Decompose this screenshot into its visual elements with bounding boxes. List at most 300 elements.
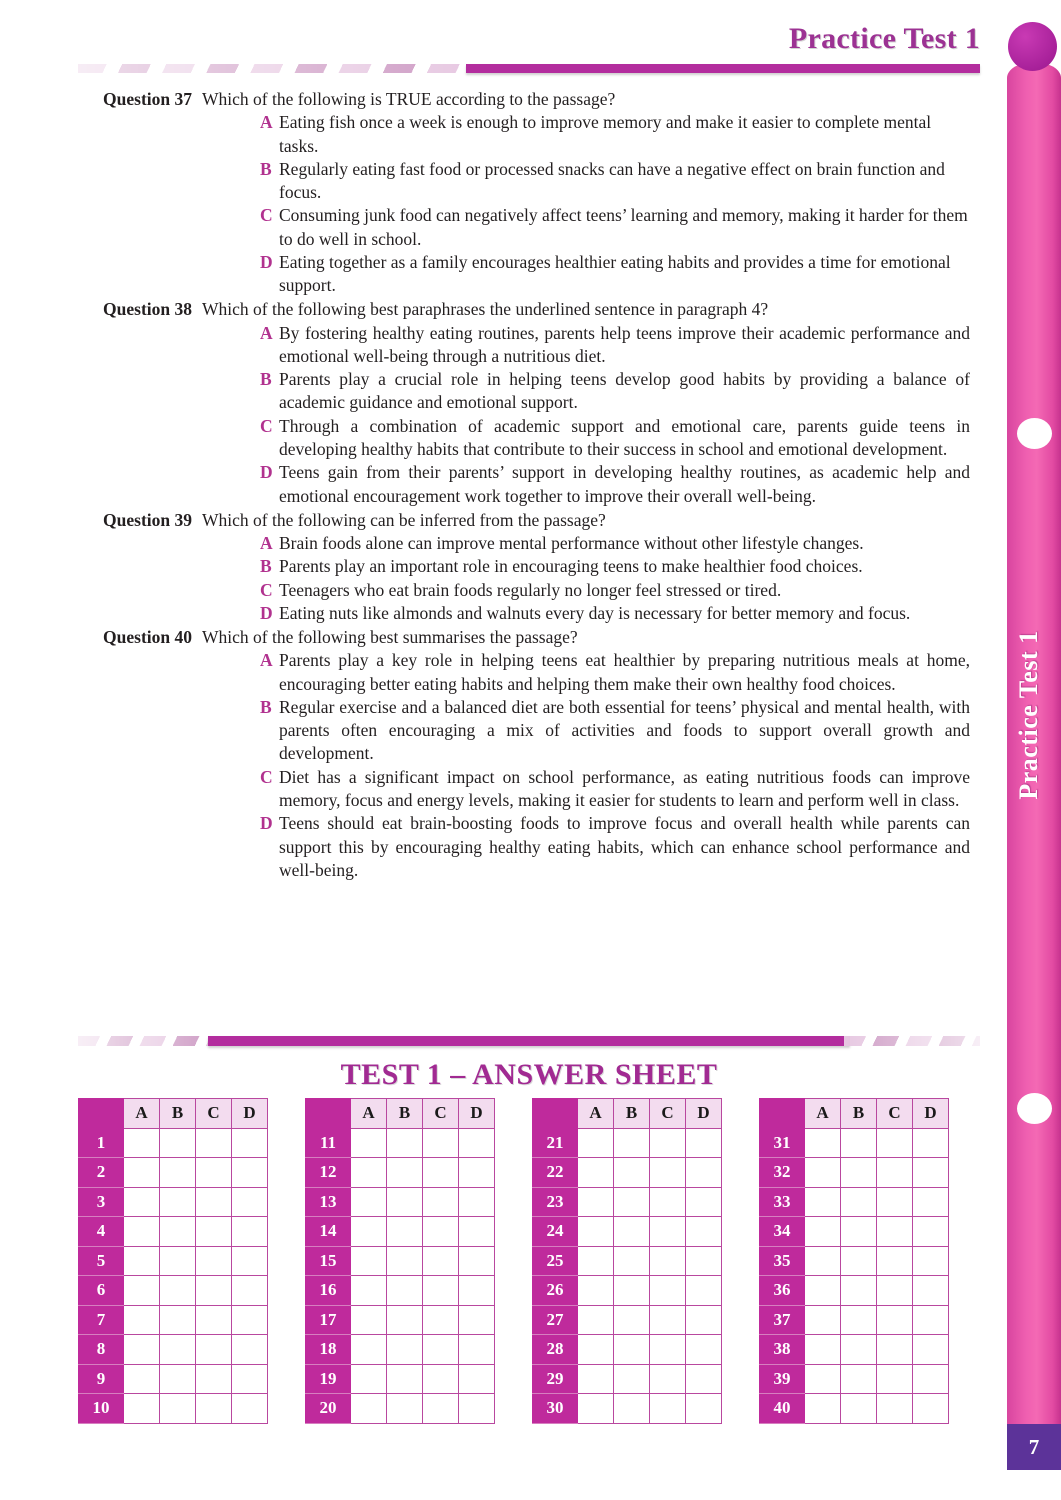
answer-grid-bubble-cell[interactable]	[877, 1217, 913, 1247]
answer-grid-bubble-cell[interactable]	[423, 1276, 459, 1306]
answer-grid-bubble-cell[interactable]	[686, 1246, 722, 1276]
answer-grid-question-number: 8	[79, 1335, 124, 1365]
answer-grid-bubble-cell[interactable]	[877, 1276, 913, 1306]
header-rule-stripes	[78, 64, 470, 73]
answer-grid-bubble-cell[interactable]	[196, 1246, 232, 1276]
answer-grid-question-number: 10	[79, 1394, 124, 1424]
answer-grid-bubble-cell[interactable]	[387, 1187, 423, 1217]
answer-grid-bubble-cell[interactable]	[160, 1276, 196, 1306]
answer-grid-bubble-cell[interactable]	[196, 1217, 232, 1247]
answer-grid-bubble-cell[interactable]	[459, 1305, 495, 1335]
answer-grid-bubble-cell[interactable]	[423, 1128, 459, 1158]
answer-grid	[305, 1098, 495, 1424]
answer-grid-bubble-cell[interactable]	[805, 1246, 841, 1276]
answer-grid-bubble-cell[interactable]	[841, 1394, 877, 1424]
answer-grid-column-header: B	[841, 1099, 877, 1129]
answer-grid-bubble-cell[interactable]	[650, 1364, 686, 1394]
answer-grid-bubble-cell[interactable]	[686, 1187, 722, 1217]
answer-grid-bubble-cell[interactable]	[578, 1187, 614, 1217]
answer-grid-row	[533, 1217, 722, 1247]
answer-grid-question-number: 30	[533, 1394, 578, 1424]
question-stem: Which of the following best paraphrases the underlined sentence in paragraph 4?	[202, 299, 769, 320]
option-text: Teens gain from their parents’ support in developing healthy routines, as academic help and emotional encouragement work together to improve their overall well-being.	[279, 462, 970, 506]
answer-grid-question-number: 34	[760, 1217, 805, 1247]
question-header-row	[70, 88, 970, 111]
answer-grid-row	[79, 1217, 268, 1247]
answer-grid-corner	[79, 1099, 124, 1129]
answer-grid-bubble-cell[interactable]	[160, 1217, 196, 1247]
answer-grid-bubble-cell[interactable]	[614, 1364, 650, 1394]
answer-grid-bubble-cell[interactable]	[387, 1276, 423, 1306]
answer-grid-bubble-cell[interactable]	[686, 1335, 722, 1365]
answer-grid-bubble-cell[interactable]	[578, 1364, 614, 1394]
answer-grid-bubble-cell[interactable]	[686, 1364, 722, 1394]
answer-grid-bubble-cell[interactable]	[232, 1217, 268, 1247]
answer-grid-question-number: 32	[760, 1158, 805, 1188]
answer-grid-bubble-cell[interactable]	[614, 1335, 650, 1365]
answer-grid-question-number: 5	[79, 1246, 124, 1276]
answer-grid-bubble-cell[interactable]	[423, 1246, 459, 1276]
answer-grid-question-number: 25	[533, 1246, 578, 1276]
option-letter: A	[260, 650, 273, 671]
answer-grid-bubble-cell[interactable]	[913, 1187, 949, 1217]
option-letter: C	[260, 766, 273, 787]
answer-grid-row	[79, 1394, 268, 1424]
answer-grid-bubble-cell[interactable]	[124, 1335, 160, 1365]
answer-grid-bubble-cell[interactable]	[841, 1158, 877, 1188]
question-header-row	[70, 298, 970, 321]
answer-grid-question-number: 18	[306, 1335, 351, 1365]
answer-grid-header-row	[533, 1099, 722, 1129]
option-letter: D	[260, 251, 273, 272]
answer-grid-bubble-cell[interactable]	[124, 1364, 160, 1394]
answer-grid-row	[533, 1246, 722, 1276]
answer-grid	[78, 1098, 268, 1424]
answer-grid-row	[306, 1335, 495, 1365]
answer-option[interactable]	[70, 812, 970, 882]
answer-grid-bubble-cell[interactable]	[805, 1364, 841, 1394]
option-letter: A	[260, 112, 273, 133]
answer-grid-bubble-cell[interactable]	[351, 1305, 387, 1335]
answer-option[interactable]	[70, 251, 970, 298]
answer-grid-question-number: 15	[306, 1246, 351, 1276]
answer-grid-bubble-cell[interactable]	[877, 1305, 913, 1335]
answer-grid-bubble-cell[interactable]	[160, 1394, 196, 1424]
answer-grid-bubble-cell[interactable]	[650, 1335, 686, 1365]
answer-grid-column-header: B	[160, 1099, 196, 1129]
answer-grid-bubble-cell[interactable]	[578, 1128, 614, 1158]
option-letter: D	[260, 462, 273, 483]
header-rule-solid	[466, 64, 980, 73]
answer-grid-column-header: A	[124, 1099, 160, 1129]
answer-grid-bubble-cell[interactable]	[650, 1394, 686, 1424]
option-text: Parents play an important role in encouraging teens to make healthier food choices.	[279, 556, 863, 577]
answer-grid-bubble-cell[interactable]	[841, 1305, 877, 1335]
option-text: Through a combination of academic support and emotional care, parents guide teens in developing healthy habits that contribute to their success in school and emotional development.	[279, 415, 970, 459]
question-header-row	[70, 509, 970, 532]
answer-grid-bubble-cell[interactable]	[877, 1158, 913, 1188]
question-label: Question 37	[103, 89, 192, 109]
answer-grid-question-number: 12	[306, 1158, 351, 1188]
answer-grid-bubble-cell[interactable]	[459, 1217, 495, 1247]
answer-grid-bubble-cell[interactable]	[232, 1305, 268, 1335]
page-header	[78, 22, 980, 72]
answer-grid-bubble-cell[interactable]	[423, 1335, 459, 1365]
answer-option[interactable]	[70, 368, 970, 415]
answer-grid-bubble-cell[interactable]	[160, 1128, 196, 1158]
answer-grid-row	[760, 1158, 949, 1188]
answer-option[interactable]	[70, 415, 970, 462]
answer-grid-bubble-cell[interactable]	[387, 1158, 423, 1188]
answer-grid-bubble-cell[interactable]	[387, 1128, 423, 1158]
answer-grid-bubble-cell[interactable]	[578, 1276, 614, 1306]
answer-grid-question-number: 38	[760, 1335, 805, 1365]
answer-grid-bubble-cell[interactable]	[351, 1335, 387, 1365]
answer-grid-question-number: 20	[306, 1394, 351, 1424]
answer-grid-column-header: D	[232, 1099, 268, 1129]
answer-grid-bubble-cell[interactable]	[459, 1128, 495, 1158]
answer-grid-bubble-cell[interactable]	[913, 1364, 949, 1394]
answer-grid-bubble-cell[interactable]	[459, 1246, 495, 1276]
answer-grid-bubble-cell[interactable]	[423, 1217, 459, 1247]
question-block	[70, 509, 970, 625]
answer-grid-bubble-cell[interactable]	[232, 1128, 268, 1158]
answer-option[interactable]	[70, 649, 970, 696]
option-text: Regular exercise and a balanced diet are both essential for teens’ physical and mental health, with parents often encouraging a mix of activities and foods to support overall growth and development.	[279, 696, 970, 764]
answer-grid-bubble-cell[interactable]	[805, 1158, 841, 1188]
answer-grid-row	[79, 1246, 268, 1276]
option-text: Diet has a significant impact on school performance, as eating nutritious foods can improve memory, focus and energy levels, making it easier for students to learn and perform well in class.	[279, 766, 970, 810]
answer-grid-bubble-cell[interactable]	[686, 1217, 722, 1247]
answer-grid-question-number: 17	[306, 1305, 351, 1335]
answer-grid-column-header: B	[387, 1099, 423, 1129]
answer-grid-bubble-cell[interactable]	[578, 1394, 614, 1424]
answer-grid-row	[760, 1187, 949, 1217]
answer-grid-bubble-cell[interactable]	[351, 1246, 387, 1276]
option-text: Parents play a crucial role in helping teens develop good habits by providing a balance of academic guidance and emotional support.	[279, 369, 970, 413]
answer-grid-bubble-cell[interactable]	[196, 1394, 232, 1424]
answer-grid-row	[533, 1394, 722, 1424]
answer-option[interactable]	[70, 461, 970, 508]
answer-grid-question-number: 29	[533, 1364, 578, 1394]
answer-grid-question-number: 21	[533, 1128, 578, 1158]
answer-grid-bubble-cell[interactable]	[160, 1335, 196, 1365]
answer-grid-bubble-cell[interactable]	[578, 1305, 614, 1335]
answer-grid-bubble-cell[interactable]	[387, 1217, 423, 1247]
answer-grid-bubble-cell[interactable]	[913, 1305, 949, 1335]
answer-grid-bubble-cell[interactable]	[459, 1335, 495, 1365]
answer-option[interactable]	[70, 602, 970, 625]
answer-grid-bubble-cell[interactable]	[650, 1158, 686, 1188]
option-text: Parents play a key role in helping teens eat healthier by preparing nutritious meals at home, encouraging better eating habits and helping them make their own healthy food choices.	[279, 650, 970, 694]
answer-grid-bubble-cell[interactable]	[686, 1276, 722, 1306]
answer-grid-bubble-cell[interactable]	[614, 1158, 650, 1188]
answer-grid-bubble-cell[interactable]	[877, 1364, 913, 1394]
answer-grid-row	[306, 1276, 495, 1306]
answer-grid-question-number: 24	[533, 1217, 578, 1247]
answer-grid-bubble-cell[interactable]	[650, 1276, 686, 1306]
answer-grid-bubble-cell[interactable]	[913, 1246, 949, 1276]
answer-grid-row	[306, 1217, 495, 1247]
answer-grid-corner	[533, 1099, 578, 1129]
answer-grid-bubble-cell[interactable]	[124, 1217, 160, 1247]
answer-grid-question-number: 13	[306, 1187, 351, 1217]
option-text: Eating fish once a week is enough to improve memory and make it easier to complete mental tasks.	[279, 112, 932, 156]
answer-grid-bubble-cell[interactable]	[614, 1305, 650, 1335]
answer-grid-row	[533, 1187, 722, 1217]
answer-grid-question-number: 14	[306, 1217, 351, 1247]
question-stem: Which of the following best summarises the passage?	[202, 627, 578, 648]
answer-grid-bubble-cell[interactable]	[124, 1187, 160, 1217]
answer-option[interactable]	[70, 111, 970, 158]
answer-grid-bubble-cell[interactable]	[913, 1335, 949, 1365]
answer-grid-bubble-cell[interactable]	[232, 1335, 268, 1365]
answer-grid-bubble-cell[interactable]	[841, 1335, 877, 1365]
answer-sheet-title: TEST 1 – ANSWER SHEET	[340, 1058, 718, 1091]
answer-grid-bubble-cell[interactable]	[614, 1246, 650, 1276]
answer-grid-question-number: 23	[533, 1187, 578, 1217]
right-sidebar	[1000, 0, 1061, 1500]
answer-grid-bubble-cell[interactable]	[196, 1305, 232, 1335]
answer-grid-bubble-cell[interactable]	[387, 1246, 423, 1276]
answer-grid-row	[79, 1187, 268, 1217]
answer-grid-bubble-cell[interactable]	[841, 1246, 877, 1276]
option-letter: A	[260, 322, 273, 343]
question-label: Question 40	[103, 627, 192, 648]
answer-grid-bubble-cell[interactable]	[805, 1305, 841, 1335]
answer-grid-bubble-cell[interactable]	[841, 1128, 877, 1158]
answer-grid-bubble-cell[interactable]	[196, 1128, 232, 1158]
option-letter: C	[260, 415, 273, 436]
answer-grid-question-number: 6	[79, 1276, 124, 1306]
option-text: Consuming junk food can negatively affect teens’ learning and memory, making it harder for them to do well in school.	[279, 205, 968, 249]
question-block	[70, 626, 970, 882]
answer-grid-question-number: 7	[79, 1305, 124, 1335]
answer-grid-bubble-cell[interactable]	[650, 1246, 686, 1276]
answer-sheet-grids	[78, 1098, 980, 1424]
answer-grid-bubble-cell[interactable]	[614, 1217, 650, 1247]
answer-grid-bubble-cell[interactable]	[841, 1364, 877, 1394]
answer-grid-bubble-cell[interactable]	[196, 1335, 232, 1365]
answer-grid-bubble-cell[interactable]	[805, 1276, 841, 1306]
answer-grid-bubble-cell[interactable]	[841, 1217, 877, 1247]
answer-grid	[759, 1098, 949, 1424]
answer-grid-bubble-cell[interactable]	[423, 1158, 459, 1188]
answer-option[interactable]	[70, 579, 970, 602]
option-letter: C	[260, 579, 273, 600]
answer-grid-bubble-cell[interactable]	[686, 1305, 722, 1335]
answer-grid-bubble-cell[interactable]	[614, 1128, 650, 1158]
answer-grid-bubble-cell[interactable]	[196, 1276, 232, 1306]
answer-grid-column-header: C	[650, 1099, 686, 1129]
answer-grid-row	[306, 1394, 495, 1424]
answer-grid-bubble-cell[interactable]	[686, 1158, 722, 1188]
option-text: Teens should eat brain-boosting foods to improve focus and overall health while parents can support this by encouraging healthy eating habits, which can enhance school performance and well-being.	[279, 813, 970, 880]
answer-grid-question-number: 4	[79, 1217, 124, 1247]
answer-grid-bubble-cell[interactable]	[160, 1305, 196, 1335]
answer-grid-bubble-cell[interactable]	[459, 1276, 495, 1306]
answer-grid-row	[760, 1394, 949, 1424]
answer-grid-bubble-cell[interactable]	[877, 1394, 913, 1424]
answer-grid-row	[533, 1305, 722, 1335]
answer-grid-column-header: C	[423, 1099, 459, 1129]
answer-grid-corner	[306, 1099, 351, 1129]
answer-grid-row	[306, 1128, 495, 1158]
answer-grid-corner	[760, 1099, 805, 1129]
answer-grid-bubble-cell[interactable]	[387, 1364, 423, 1394]
answer-grid-bubble-cell[interactable]	[614, 1187, 650, 1217]
answer-rule-stripes-left	[78, 1036, 214, 1046]
answer-option[interactable]	[70, 204, 970, 251]
answer-grid-bubble-cell[interactable]	[351, 1364, 387, 1394]
answer-grid-bubble-cell[interactable]	[232, 1394, 268, 1424]
answer-grid-bubble-cell[interactable]	[459, 1187, 495, 1217]
answer-grid-question-number: 26	[533, 1276, 578, 1306]
answer-grid-bubble-cell[interactable]	[232, 1364, 268, 1394]
answer-grid-bubble-cell[interactable]	[650, 1305, 686, 1335]
answer-grid-question-number: 22	[533, 1158, 578, 1188]
answer-grid-bubble-cell[interactable]	[578, 1246, 614, 1276]
answer-grid-column-header: A	[805, 1099, 841, 1129]
answer-grid-bubble-cell[interactable]	[124, 1128, 160, 1158]
answer-rule-stripes-right	[844, 1036, 980, 1046]
answer-sheet-decorative-rule	[78, 1036, 980, 1046]
answer-grid-row	[79, 1364, 268, 1394]
question-stem: Which of the following is TRUE according to the passage?	[202, 89, 616, 109]
answer-grid-row	[760, 1276, 949, 1306]
answer-grid-bubble-cell[interactable]	[196, 1364, 232, 1394]
answer-grid-bubble-cell[interactable]	[578, 1158, 614, 1188]
answer-grid-bubble-cell[interactable]	[877, 1246, 913, 1276]
answer-grid-bubble-cell[interactable]	[913, 1217, 949, 1247]
answer-grid-bubble-cell[interactable]	[877, 1335, 913, 1365]
answer-grid-bubble-cell[interactable]	[124, 1394, 160, 1424]
answer-grid-bubble-cell[interactable]	[387, 1305, 423, 1335]
answer-grid-bubble-cell[interactable]	[351, 1276, 387, 1306]
answer-option[interactable]	[70, 322, 970, 369]
answer-grid-question-number: 19	[306, 1364, 351, 1394]
answer-grid-bubble-cell[interactable]	[351, 1187, 387, 1217]
answer-grid-bubble-cell[interactable]	[805, 1187, 841, 1217]
answer-grid-bubble-cell[interactable]	[124, 1305, 160, 1335]
answer-grid-bubble-cell[interactable]	[805, 1217, 841, 1247]
answer-grid-bubble-cell[interactable]	[913, 1394, 949, 1424]
answer-grid-bubble-cell[interactable]	[124, 1158, 160, 1188]
page-number: 7	[1028, 1434, 1040, 1459]
answer-grid-bubble-cell[interactable]	[650, 1128, 686, 1158]
answer-grid-bubble-cell[interactable]	[877, 1187, 913, 1217]
answer-grid-bubble-cell[interactable]	[423, 1394, 459, 1424]
answer-grid-bubble-cell[interactable]	[913, 1276, 949, 1306]
answer-grid-bubble-cell[interactable]	[578, 1335, 614, 1365]
question-label: Question 38	[103, 299, 192, 320]
answer-grid-row	[533, 1276, 722, 1306]
answer-grid-bubble-cell[interactable]	[124, 1246, 160, 1276]
answer-option[interactable]	[70, 158, 970, 205]
answer-grid-bubble-cell[interactable]	[805, 1394, 841, 1424]
answer-grid-row	[533, 1158, 722, 1188]
answer-grid-bubble-cell[interactable]	[160, 1158, 196, 1188]
answer-grid-bubble-cell[interactable]	[805, 1335, 841, 1365]
answer-grid-bubble-cell[interactable]	[196, 1158, 232, 1188]
answer-grid-question-number: 16	[306, 1276, 351, 1306]
answer-grid-bubble-cell[interactable]	[351, 1158, 387, 1188]
answer-option[interactable]	[70, 532, 970, 555]
option-letter: B	[260, 158, 272, 179]
answer-grid-bubble-cell[interactable]	[351, 1394, 387, 1424]
answer-grid-question-number: 3	[79, 1187, 124, 1217]
answer-grid-bubble-cell[interactable]	[459, 1364, 495, 1394]
answer-grid-row	[306, 1158, 495, 1188]
answer-grid-bubble-cell[interactable]	[650, 1187, 686, 1217]
option-text: Eating nuts like almonds and walnuts every day is necessary for better memory and focus.	[279, 602, 911, 623]
answer-grid-bubble-cell[interactable]	[160, 1364, 196, 1394]
answer-grid-bubble-cell[interactable]	[614, 1394, 650, 1424]
answer-grid-bubble-cell[interactable]	[351, 1128, 387, 1158]
answer-grid	[532, 1098, 722, 1424]
answer-grid-bubble-cell[interactable]	[686, 1394, 722, 1424]
answer-grid-row	[533, 1335, 722, 1365]
answer-grid-row	[79, 1158, 268, 1188]
sidebar-top-circle-icon	[1008, 22, 1057, 71]
answer-grid-row	[79, 1335, 268, 1365]
answer-grid-bubble-cell[interactable]	[650, 1217, 686, 1247]
answer-grid-bubble-cell[interactable]	[459, 1158, 495, 1188]
answer-grid-bubble-cell[interactable]	[614, 1276, 650, 1306]
answer-grid-bubble-cell[interactable]	[160, 1246, 196, 1276]
answer-grid-bubble-cell[interactable]	[160, 1187, 196, 1217]
option-letter: B	[260, 369, 272, 390]
answer-grid-bubble-cell[interactable]	[423, 1305, 459, 1335]
answer-grid-bubble-cell[interactable]	[913, 1158, 949, 1188]
answer-grid-bubble-cell[interactable]	[423, 1187, 459, 1217]
answer-grid-bubble-cell[interactable]	[913, 1128, 949, 1158]
answer-grid-bubble-cell[interactable]	[841, 1187, 877, 1217]
answer-grid-row	[760, 1128, 949, 1158]
answer-grid-bubble-cell[interactable]	[351, 1217, 387, 1247]
answer-grid-bubble-cell[interactable]	[232, 1187, 268, 1217]
option-text: Regularly eating fast food or processed snacks can have a negative effect on brain function and focus.	[279, 158, 945, 203]
answer-grid-bubble-cell[interactable]	[841, 1276, 877, 1306]
answer-grid-bubble-cell[interactable]	[124, 1276, 160, 1306]
answer-option[interactable]	[70, 696, 970, 766]
answer-grid-question-number: 35	[760, 1246, 805, 1276]
answer-grid-bubble-cell[interactable]	[196, 1187, 232, 1217]
option-letter: D	[260, 602, 273, 623]
answer-grid-bubble-cell[interactable]	[387, 1394, 423, 1424]
answer-grid-bubble-cell[interactable]	[423, 1364, 459, 1394]
answer-option[interactable]	[70, 555, 970, 578]
answer-grid-bubble-cell[interactable]	[686, 1128, 722, 1158]
answer-grid-row	[79, 1305, 268, 1335]
sidebar-vertical-label: Practice Test 1	[1014, 630, 1043, 800]
answer-grid-bubble-cell[interactable]	[232, 1158, 268, 1188]
answer-grid-row	[760, 1364, 949, 1394]
answer-grid-bubble-cell[interactable]	[232, 1276, 268, 1306]
answer-grid-row	[79, 1128, 268, 1158]
question-block	[70, 88, 970, 297]
page-number-box	[1007, 1424, 1061, 1470]
answer-grid-bubble-cell[interactable]	[232, 1246, 268, 1276]
option-text: Brain foods alone can improve mental performance without other lifestyle changes.	[279, 533, 864, 554]
answer-grid-bubble-cell[interactable]	[578, 1217, 614, 1247]
answer-grid-question-number: 37	[760, 1305, 805, 1335]
answer-option[interactable]	[70, 766, 970, 813]
answer-grid-bubble-cell[interactable]	[805, 1128, 841, 1158]
answer-grid-bubble-cell[interactable]	[387, 1335, 423, 1365]
answer-grid-bubble-cell[interactable]	[877, 1128, 913, 1158]
answer-grid-bubble-cell[interactable]	[459, 1394, 495, 1424]
